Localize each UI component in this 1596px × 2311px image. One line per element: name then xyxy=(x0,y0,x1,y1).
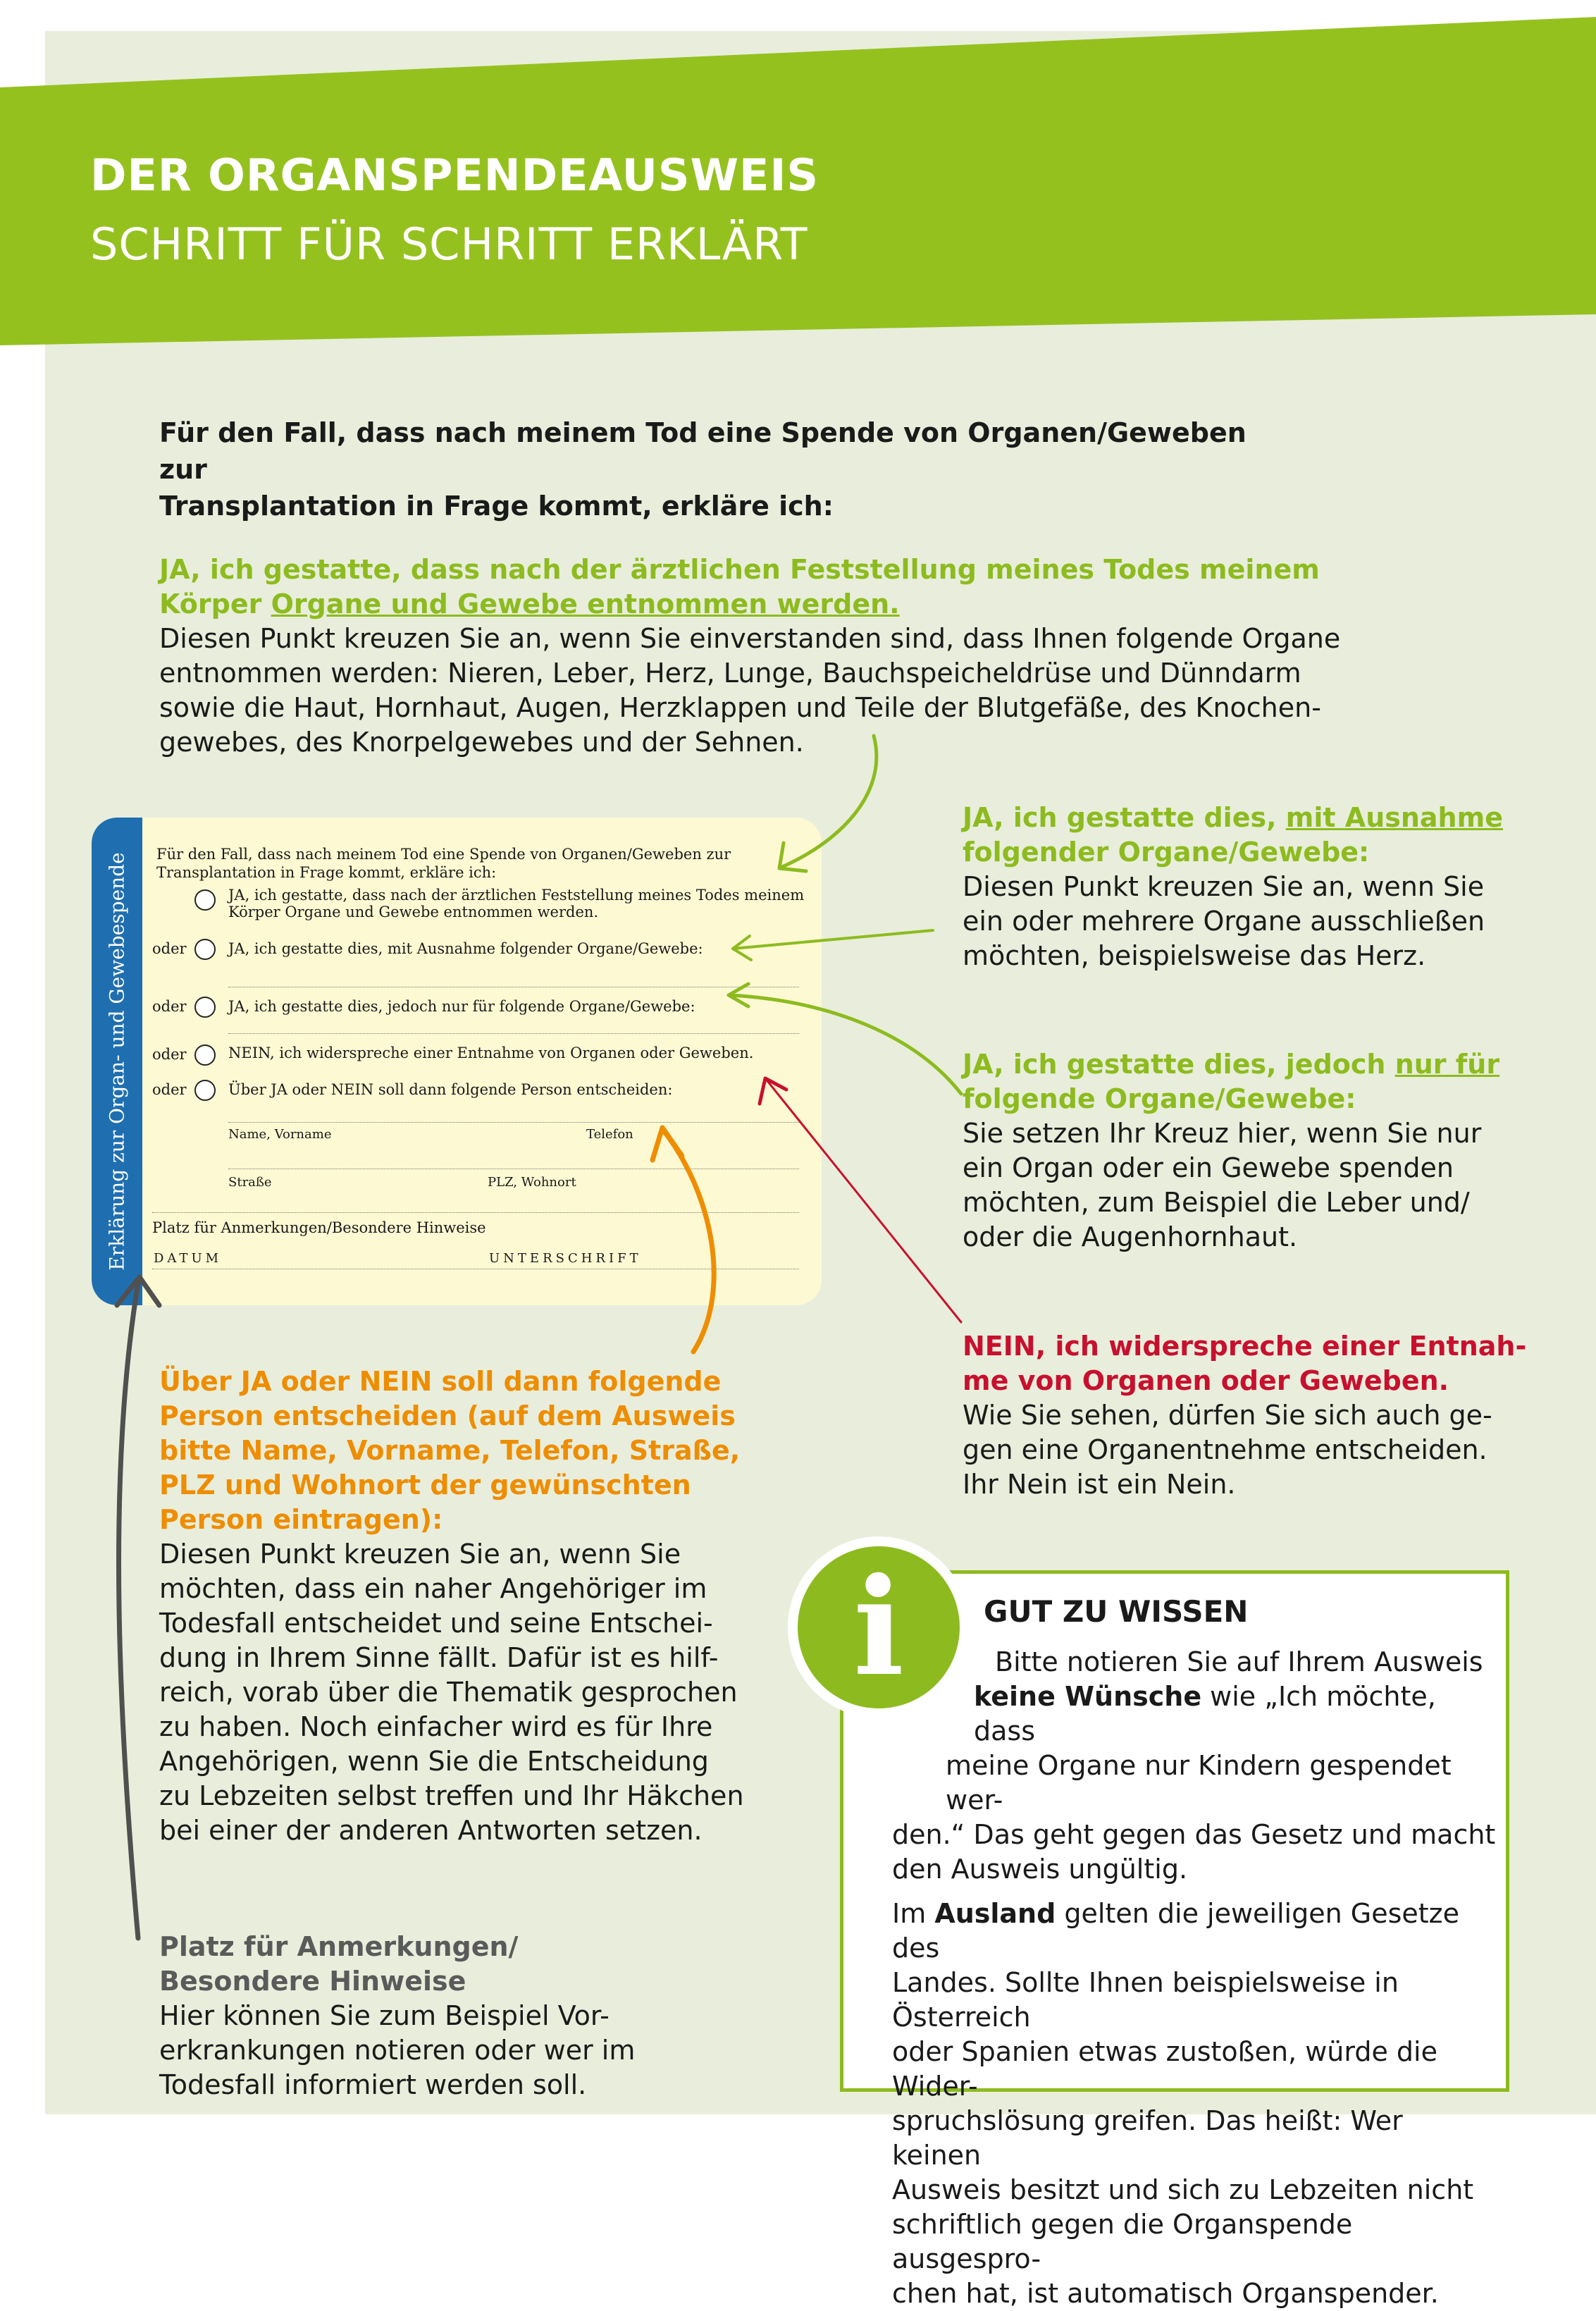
intro-line: Für den Fall, dass nach meinem Tod eine Spende von Organen/Geweben zur xyxy=(159,417,1247,485)
section-heading xyxy=(963,801,1569,835)
info-line-part: gelten die jeweiligen Gesetze des xyxy=(892,1898,1459,1964)
body-line: möchten, dass ein naher Angehöriger im xyxy=(159,1573,707,1604)
info-line-part: Im xyxy=(892,1898,935,1929)
body-line: möchten, zum Beispiel die Leber und/ xyxy=(963,1187,1470,1218)
info-text xyxy=(892,1645,1498,2311)
body-line: Angehörigen, wenn Sie die Entscheidung xyxy=(159,1746,709,1777)
card-option-person: Über JA oder NEIN soll dann folgende Person entscheiden: xyxy=(228,1081,673,1098)
card-oder: oder xyxy=(152,998,187,1015)
body-line: Diesen Punkt kreuzen Sie an, wenn Sie einverstanden sind, dass Ihnen folgende Organe xyxy=(159,623,1341,654)
body-line: Todesfall entscheidet und seine Entschei- xyxy=(159,1608,713,1639)
card-radio-ja xyxy=(194,889,216,911)
heading-underlined: Organe und Gewebe entnommen werden. xyxy=(271,588,900,620)
section-heading: Platz für Anmerkungen/ xyxy=(159,1931,519,1962)
page-title: DER ORGANSPENDEAUSWEIS xyxy=(90,149,819,201)
section-heading: me von Organen oder Geweben. xyxy=(963,1365,1449,1396)
info-bold: keine Wünsche xyxy=(974,1681,1202,1712)
info-line xyxy=(892,1897,1498,1966)
body-line: bei einer der anderen Antworten setzen. xyxy=(159,1815,703,1846)
body-line: ein Organ oder ein Gewebe spenden xyxy=(963,1152,1454,1183)
info-line: den.“ Das geht gegen das Gesetz und macht xyxy=(892,1819,1496,1850)
info-icon-glyph: i xyxy=(853,1548,905,1706)
card-label-name: Name, Vorname xyxy=(228,1127,332,1142)
section-heading: folgender Organe/Gewebe: xyxy=(963,837,1370,868)
info-line: chen hat, ist automatisch Organspender. xyxy=(892,2278,1439,2309)
section-heading: Person eintragen): xyxy=(159,1504,443,1535)
card-oder: oder xyxy=(152,1046,187,1063)
body-line: erkrankungen notieren oder wer im xyxy=(159,2035,636,2066)
card-fill-line xyxy=(228,1122,799,1123)
section-ja-except xyxy=(963,801,1569,973)
section-heading xyxy=(159,587,1357,622)
page-subtitle: SCHRITT FÜR SCHRITT ERKLÄRT xyxy=(90,218,808,270)
section-heading: Person entscheiden (auf dem Ausweis xyxy=(159,1400,736,1431)
card-option-ja: Körper Organe und Gewebe entnommen werden. xyxy=(228,904,599,920)
card-option-only: JA, ich gestatte dies, jedoch nur für folgende Organe/Gewebe: xyxy=(228,998,695,1015)
body-line: Hier können Sie zum Beispiel Vor- xyxy=(159,2000,610,2031)
info-line: spruchslösung greifen. Das heißt: Wer keinen xyxy=(892,2105,1403,2171)
body-line: Todesfall informiert werden soll. xyxy=(159,2069,587,2100)
card-header: Transplantation in Frage kommt, erkläre ich: xyxy=(156,864,497,881)
info-line: den Ausweis ungültig. xyxy=(892,1854,1188,1885)
section-person xyxy=(159,1364,793,1848)
card-radio-except xyxy=(194,939,216,960)
body-line: entnommen werden: Nieren, Leber, Herz, Lunge, Bauchspeicheldrüse und Dünndarm xyxy=(159,658,1301,689)
card-fill-line xyxy=(228,1033,799,1034)
card-label-plz: PLZ, Wohnort xyxy=(488,1175,576,1190)
section-heading xyxy=(963,1047,1569,1082)
body-line: gewebes, des Knorpelgewebes und der Sehnen. xyxy=(159,727,804,758)
card-radio-nein xyxy=(194,1044,216,1066)
info-line: Landes. Sollte Ihnen beispielsweise in Österreich xyxy=(892,1967,1399,2033)
heading-part: JA, ich gestatte dies, xyxy=(963,802,1286,833)
body-line: Diesen Punkt kreuzen Sie an, wenn Sie xyxy=(159,1539,681,1570)
section-nein xyxy=(963,1329,1569,1502)
section-notes xyxy=(159,1930,793,2102)
heading-part: JA, ich gestatte dies, jedoch xyxy=(963,1049,1395,1080)
section-heading: bitte Name, Vorname, Telefon, Straße, xyxy=(159,1435,741,1466)
card-oder: oder xyxy=(152,940,187,957)
info-line: oder Spanien etwas zustoßen, würde die Wider- xyxy=(892,2036,1437,2102)
card-label-phone: Telefon xyxy=(586,1127,633,1142)
card-stripe-label: Erklärung zur Organ- und Gewebespende xyxy=(105,852,129,1271)
info-title: GUT ZU WISSEN xyxy=(984,1594,1249,1629)
body-line: zu Lebzeiten selbst treffen und Ihr Häkchen xyxy=(159,1780,744,1811)
card-header: Für den Fall, dass nach meinem Tod eine Spende von Organen/Geweben zur xyxy=(156,846,731,863)
heading-part: Körper xyxy=(159,588,271,620)
section-ja-only xyxy=(963,1047,1569,1255)
info-line: Ausweis besitzt und sich zu Lebzeiten nicht xyxy=(892,2174,1474,2205)
body-line: Sie setzen Ihr Kreuz hier, wenn Sie nur xyxy=(963,1118,1482,1149)
card-radio-person xyxy=(194,1080,216,1101)
heading-underlined: mit Ausnahme xyxy=(1285,802,1503,833)
section-heading: JA, ich gestatte, dass nach der ärztlichen Feststellung meines Todes meinem xyxy=(159,554,1320,585)
section-heading: PLZ und Wohnort der gewünschten xyxy=(159,1469,691,1500)
info-line: meine Organe nur Kindern gespendet wer- xyxy=(946,1750,1452,1816)
intro-text xyxy=(159,414,1287,524)
card-date-label: DATUM xyxy=(154,1251,223,1266)
body-line: reich, vorab über die Thematik gesprochen xyxy=(159,1677,738,1708)
donor-card-image xyxy=(92,818,822,1305)
info-bold: Ausland xyxy=(934,1898,1056,1929)
section-ja-all xyxy=(159,553,1357,760)
body-line: ein oder mehrere Organe ausschließen xyxy=(963,906,1485,937)
body-line: gen eine Organentnehme entscheiden. xyxy=(963,1434,1487,1465)
info-line: Bitte notieren Sie auf Ihrem Ausweis xyxy=(995,1646,1483,1677)
body-line: dung in Ihrem Sinne fällt. Dafür ist es hilf- xyxy=(159,1642,719,1673)
card-option-ja: JA, ich gestatte, dass nach der ärztlichen Feststellung meines Todes meinem xyxy=(228,887,805,904)
heading-underlined: nur für xyxy=(1394,1049,1500,1080)
card-side-stripe xyxy=(92,818,142,1305)
body-line: sowie die Haut, Hornhaut, Augen, Herzklappen und Teile der Blutgefäße, des Knochen- xyxy=(159,692,1321,723)
card-notes-label: Platz für Anmerkungen/Besondere Hinweise xyxy=(152,1219,486,1236)
card-radio-only xyxy=(194,997,216,1018)
info-line-part: wie „Ich möchte, dass xyxy=(974,1681,1436,1746)
body-line: zu haben. Noch einfacher wird es für Ihre xyxy=(159,1711,713,1742)
section-heading: Über JA oder NEIN soll dann folgende xyxy=(159,1366,722,1397)
section-heading: NEIN, ich widerspreche einer Entnah- xyxy=(963,1331,1527,1362)
card-option-nein: NEIN, ich widerspreche einer Entnahme von Organen oder Geweben. xyxy=(228,1044,754,1061)
card-signature-label: UNTERSCHRIFT xyxy=(489,1251,642,1266)
card-label-street: Straße xyxy=(228,1175,272,1190)
body-line: Wie Sie sehen, dürfen Sie sich auch ge- xyxy=(963,1400,1492,1431)
body-line: oder die Augenhornhaut. xyxy=(963,1221,1298,1252)
section-heading: Besondere Hinweise xyxy=(159,1966,466,1997)
card-oder: oder xyxy=(152,1081,187,1098)
info-line xyxy=(892,1680,1498,1749)
info-line: schriftlich gegen die Organspende ausgespro- xyxy=(892,2209,1353,2274)
section-heading: folgende Organe/Gewebe: xyxy=(963,1083,1356,1114)
intro-line: Transplantation in Frage kommt, erkläre ich: xyxy=(159,491,834,522)
body-line: möchten, beispielsweise das Herz. xyxy=(963,940,1426,971)
body-line: Ihr Nein ist ein Nein. xyxy=(963,1469,1236,1500)
card-option-except: JA, ich gestatte dies, mit Ausnahme folgender Organe/Gewebe: xyxy=(228,940,703,957)
card-fill-line xyxy=(152,1212,799,1213)
body-line: Diesen Punkt kreuzen Sie an, wenn Sie xyxy=(963,871,1485,902)
